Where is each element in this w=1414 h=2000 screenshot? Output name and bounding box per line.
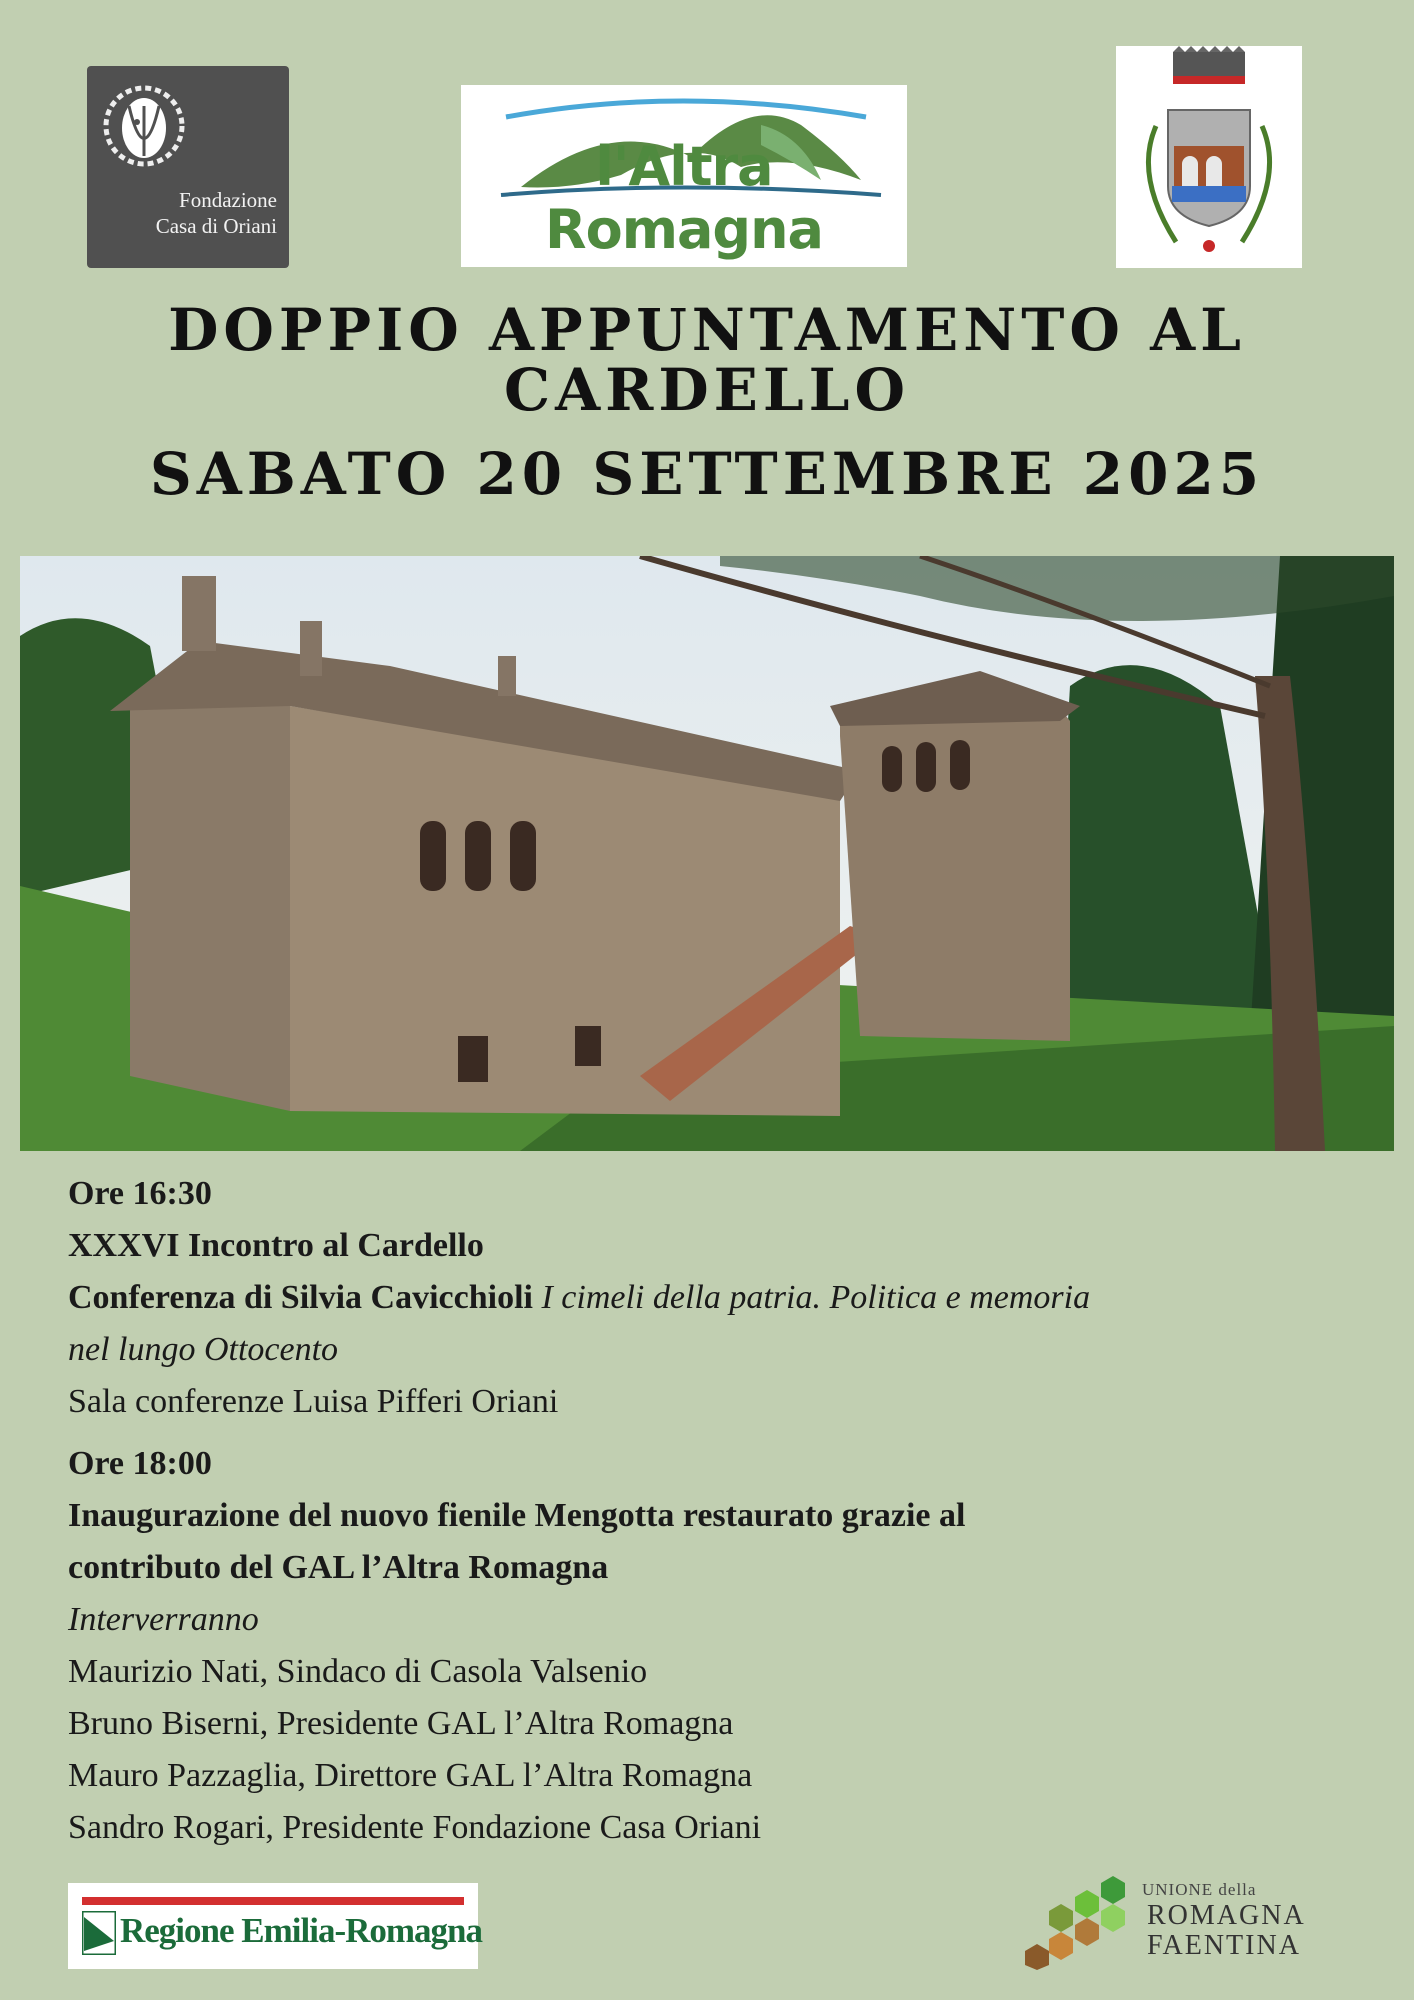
unione-logo [1025, 1870, 1306, 1970]
event-title [120, 296, 1294, 508]
unione-label-1: UNIONE della [1142, 1880, 1257, 1899]
regione-flag-icon [82, 1911, 116, 1955]
fondazione-logo [87, 66, 289, 268]
altra-romagna-wordmark: l'Altra Romagna [545, 135, 823, 261]
fondazione-label-line1: Fondazione [179, 188, 277, 212]
event1-talk-title-cont: nel lungo Ottocento [68, 1331, 339, 1368]
fondazione-emblem-icon [99, 76, 189, 188]
regione-logo [68, 1883, 483, 1969]
event2-name: Inaugurazione del nuovo fienile Mengotta restaurato grazie al [68, 1497, 966, 1534]
speaker-item: Maurizio Nati, Sindaco di Casola Valsenio [68, 1653, 648, 1690]
speaker-item: Mauro Pazzaglia, Direttore GAL l’Altra Romagna [68, 1757, 753, 1794]
unione-label-2: ROMAGNA [1147, 1900, 1306, 1931]
event1-speaker-line [68, 1272, 1228, 1324]
regione-redbar [82, 1897, 464, 1905]
regione-label: Regione Emilia-Romagna [120, 1911, 483, 1950]
title-line-2: CARDELLO [504, 356, 910, 424]
title-line-1: DOPPIO APPUNTAMENTO AL [168, 296, 1246, 364]
speaker-item: Bruno Biserni, Presidente GAL l’Altra Romagna [68, 1705, 734, 1742]
hexagons-icon [1025, 1870, 1145, 1970]
event1-time: Ore 16:30 [68, 1175, 212, 1212]
event1-speaker: Conferenza di Silvia Cavicchioli [68, 1279, 533, 1316]
villa-photo [20, 556, 1394, 1151]
coat-of-arms-icon [1116, 46, 1302, 268]
event2-intro: Interverranno [68, 1601, 259, 1638]
event2-time: Ore 18:00 [68, 1445, 212, 1482]
altra-romagna-logo [461, 85, 907, 267]
fondazione-label-line2: Casa di Oriani [155, 214, 277, 238]
comune-coat-of-arms [1116, 46, 1302, 268]
title-date: SABATO 20 SETTEMBRE 2025 [149, 440, 1265, 508]
event1-venue: Sala conferenze Luisa Pifferi Oriani [68, 1383, 559, 1420]
villa-illustration [20, 556, 1394, 1151]
event2-name-cont: contributo del GAL l’Altra Romagna [68, 1549, 609, 1586]
speaker-item: Sandro Rogari, Presidente Fondazione Casa Oriani [68, 1809, 762, 1846]
unione-label-3: FAENTINA [1147, 1930, 1301, 1961]
event1-name: XXXVI Incontro al Cardello [68, 1227, 484, 1264]
event1-talk-title: I cimeli della patria. Politica e memoria [541, 1279, 1091, 1316]
event-program [68, 1168, 1228, 1854]
